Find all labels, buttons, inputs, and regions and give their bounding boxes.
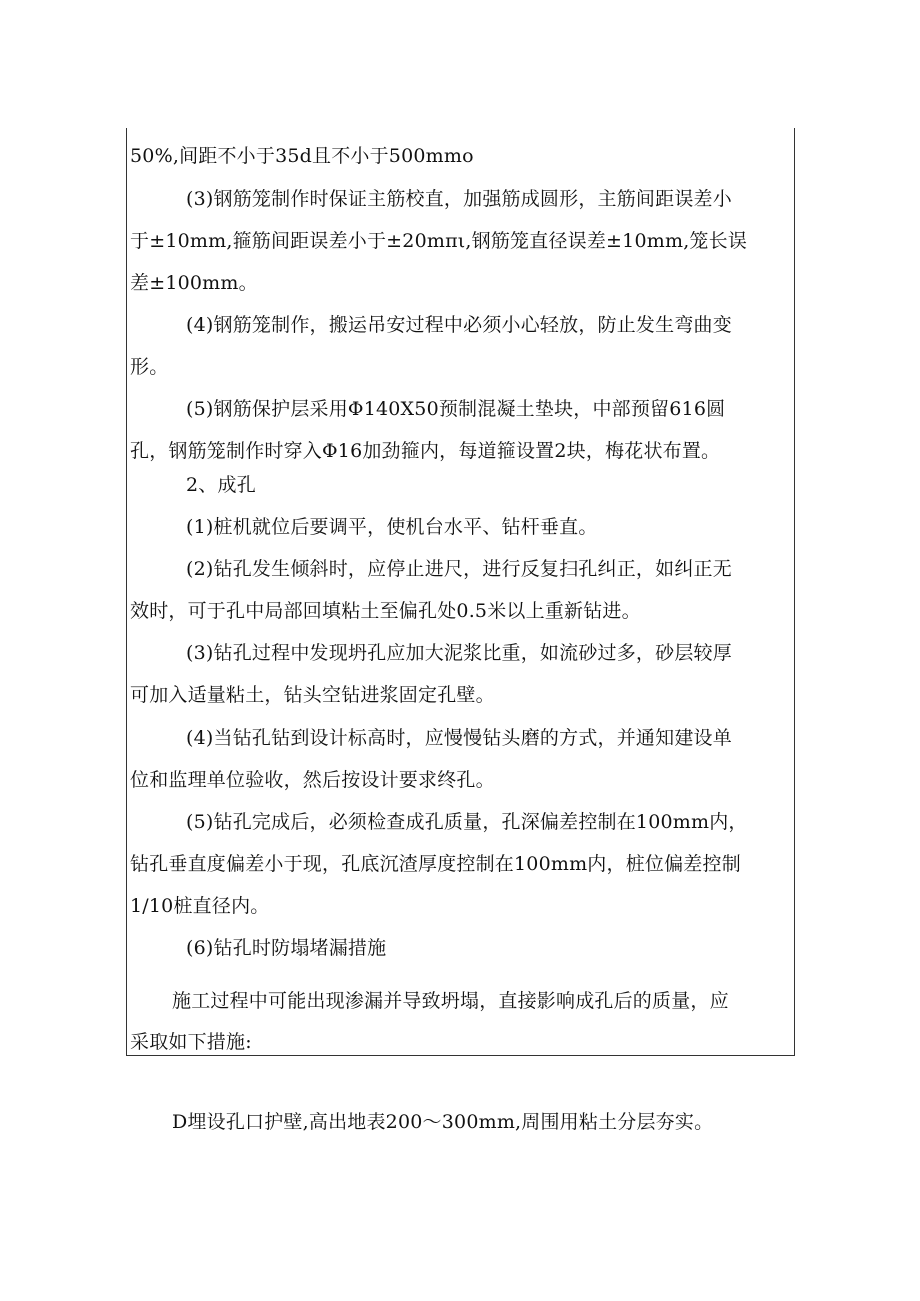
text-line-5: (4)钢筋笼制作，搬运吊安过程中必须小心轻放，防止发生弯曲变	[186, 314, 732, 336]
text-line-8: 孔，钢筋笼制作时穿入Φ16加劲箍内，每道箍设置2块，梅花状布置。	[130, 440, 721, 462]
text-line-7: (5)钢筋保护层采用Φ140X50预制混凝土垫块，中部预留616圆	[186, 398, 726, 420]
text-line-21: 施工过程中可能出现渗漏并导致坍塌，直接影响成孔后的质量，应	[172, 990, 729, 1012]
text-line-2: (3)钢筋笼制作时保证主筋校直，加强筋成圆形，主筋间距误差小	[186, 188, 732, 210]
text-line-20: (6)钻孔时防塌堵漏措施	[186, 937, 387, 959]
text-line-10: (1)桩机就位后要调平，使机台水平、钻杆垂直。	[186, 516, 598, 538]
text-line-6: 形。	[130, 356, 169, 378]
text-line-12: 效时，可于孔中局部回填粘土至偏孔处0.5米以上重新钻进。	[130, 600, 641, 622]
text-line-1: 50%,间距不小于35d且不小于500mmo	[130, 145, 474, 167]
text-line-4: 差±100mm。	[130, 272, 258, 294]
text-line-17: (5)钻孔完成后，必须检查成孔质量，孔深偏差控制在100mm内，	[186, 811, 748, 833]
outside-text-line: D埋设孔口护壁,高出地表200～300mm,周围用粘土分层夯实。	[172, 1111, 714, 1133]
text-line-16: 位和监理单位验收，然后按设计要求终孔。	[130, 769, 495, 791]
text-line-18: 钻孔垂直度偏差小于现，孔底沉渣厚度控制在100mm内，桩位偏差控制	[130, 853, 741, 875]
text-line-22: 采取如下措施:	[130, 1031, 252, 1053]
text-line-14: 可加入适量粘土，钻头空钻进浆固定孔壁。	[130, 684, 495, 706]
text-line-3: 于±10mm,箍筋间距误差小于±20mπι,钢筋笼直径误差±10mm,笼长误	[130, 230, 748, 252]
text-line-15: (4)当钻孔钻到设计标高时，应慢慢钻头磨的方式，并通知建设单	[186, 727, 732, 749]
text-line-11: (2)钻孔发生倾斜时，应停止进尺，进行反复扫孔纠正，如纠正无	[186, 558, 732, 580]
text-line-19: 1/10桩直径内。	[130, 895, 270, 917]
text-line-13: (3)钻孔过程中发现坍孔应加大泥浆比重，如流砂过多，砂层较厚	[186, 642, 732, 664]
section-heading-2: 2、成孔	[186, 474, 256, 496]
